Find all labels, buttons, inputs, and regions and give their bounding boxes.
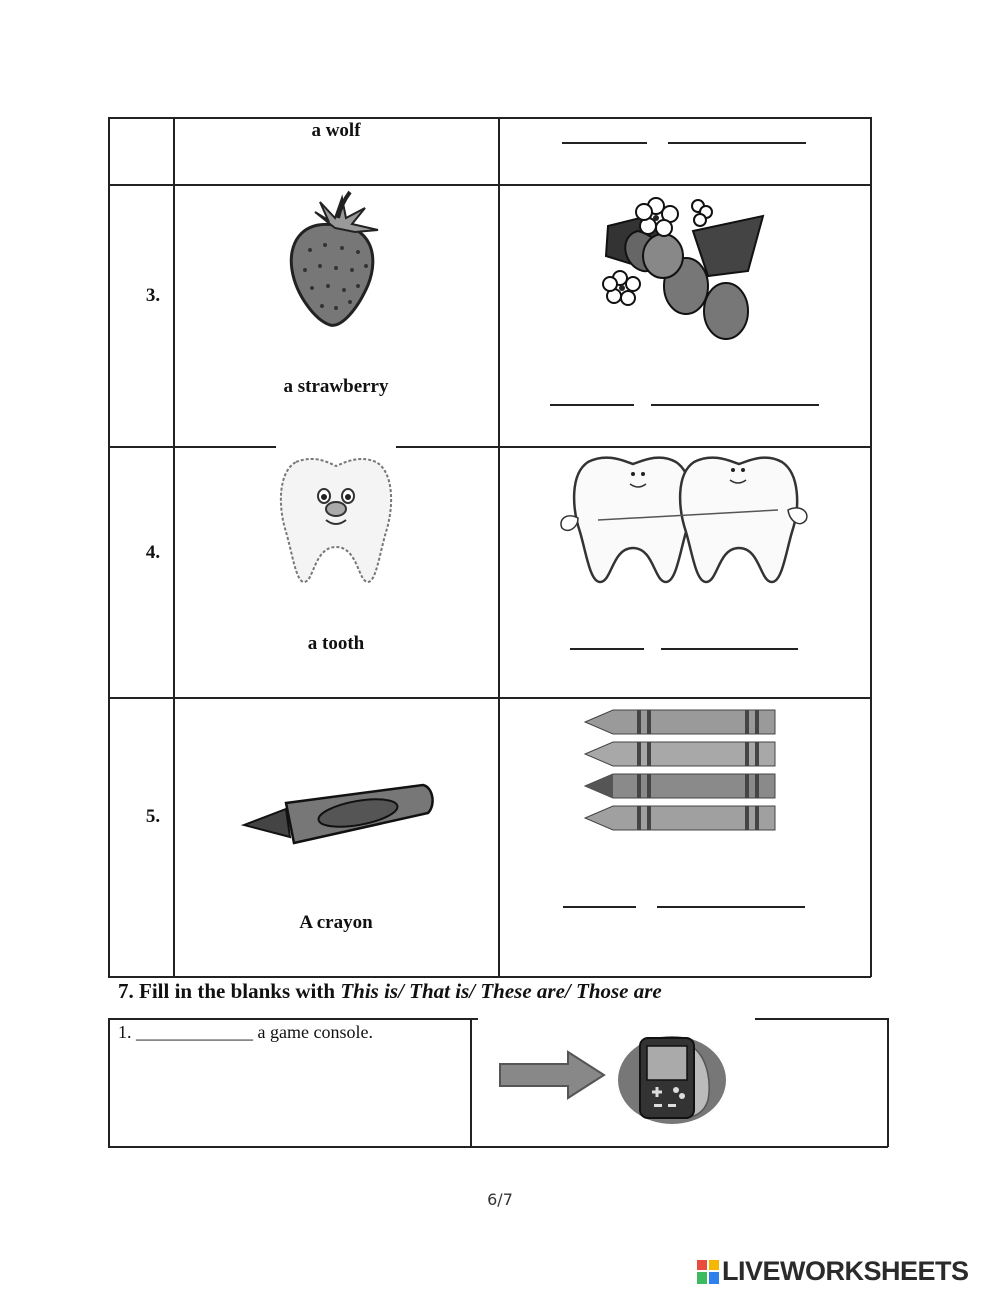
answer-blank[interactable] xyxy=(563,906,636,908)
answer-blank[interactable] xyxy=(651,404,819,406)
teeth-icon xyxy=(548,448,818,588)
row-number-5: 5. xyxy=(145,806,161,827)
brand-name: LIVEWORKSHEETS xyxy=(722,1256,969,1286)
tooth-icon xyxy=(276,452,396,592)
strawberry-icon xyxy=(280,190,390,330)
answer-blank[interactable] xyxy=(562,142,647,144)
answer-blank[interactable] xyxy=(657,906,805,908)
brand-logo[interactable] xyxy=(697,1256,997,1288)
row-number-4: 4. xyxy=(145,542,161,563)
answer-blank[interactable] xyxy=(661,648,798,650)
brand-logo-icon xyxy=(697,1260,719,1284)
crayon-icon xyxy=(238,775,438,855)
heading-options: This is/ That is/ These are/ Those are xyxy=(340,979,662,1003)
answer-blank[interactable] xyxy=(570,648,644,650)
heading-prefix: 7. Fill in the blanks with xyxy=(118,979,341,1003)
label-strawberry: a strawberry xyxy=(283,376,389,397)
crayons-icon xyxy=(585,706,780,836)
row-number-3: 3. xyxy=(145,285,161,306)
answer-blank[interactable] xyxy=(668,142,806,144)
exercise-item-1[interactable]: 1. _____________ a game console. xyxy=(118,1022,373,1042)
label-wolf: a wolf xyxy=(311,120,361,141)
label-tooth: a tooth xyxy=(307,633,365,654)
game-console-icon xyxy=(616,1030,728,1126)
arrow-icon xyxy=(498,1050,608,1100)
strawberries-icon xyxy=(598,186,768,341)
section-7-heading xyxy=(118,979,662,1004)
page-number: 6/7 xyxy=(487,1190,513,1209)
answer-blank[interactable] xyxy=(550,404,634,406)
label-crayon: A crayon xyxy=(299,912,373,933)
